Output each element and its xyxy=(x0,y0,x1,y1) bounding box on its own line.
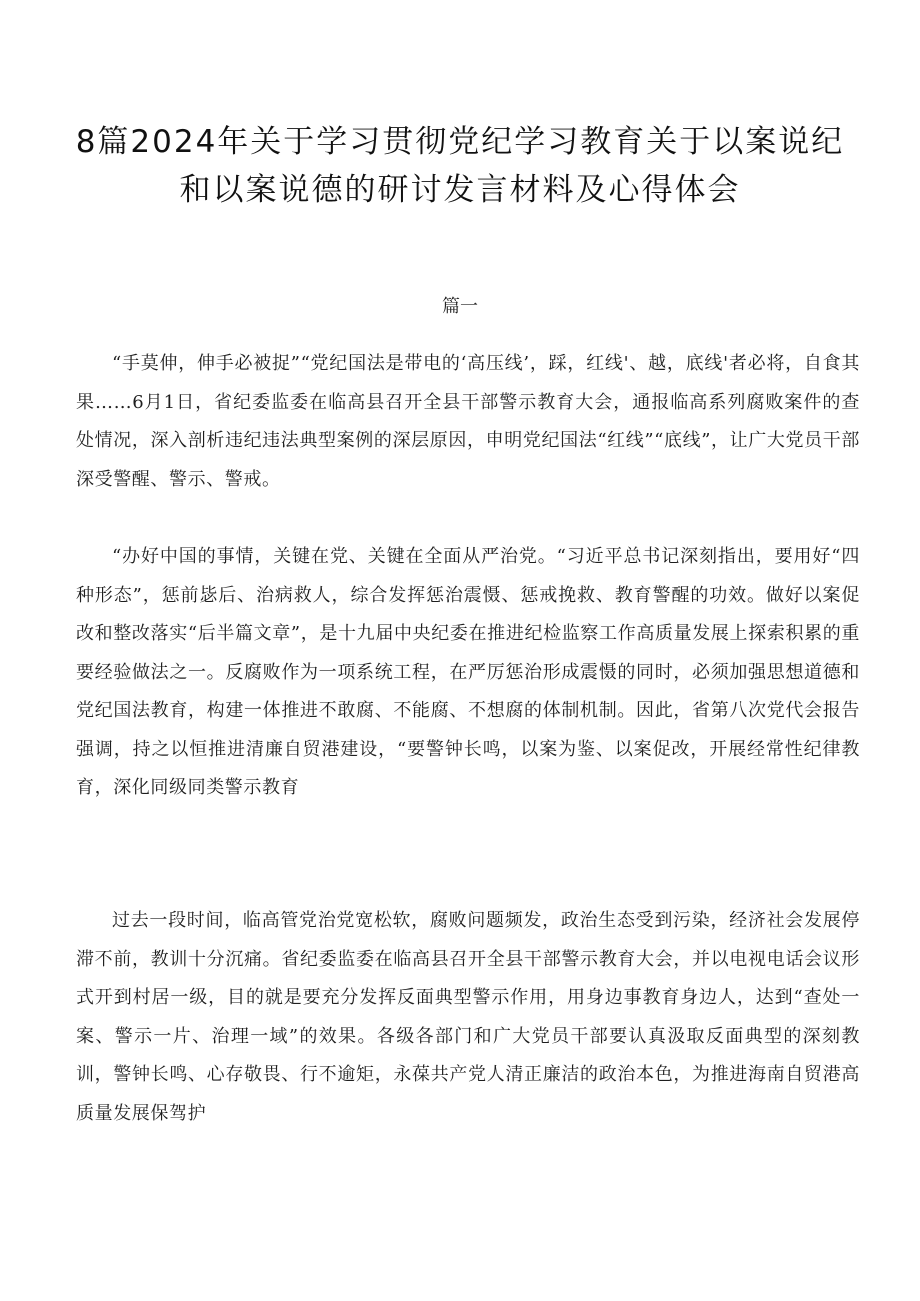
document-title: 8篇2024年关于学习贯彻党纪学习教育关于以案说纪和以案说德的研讨发言材料及心得体会 xyxy=(75,124,845,208)
paragraph-3: 过去一段时间，临高管党治党宽松软，腐败问题频发，政治生态受到污染，经济社会发展停滞不前，教训十分沉痛。省纪委监委在临高县召开全县干部警示教育大会，并以电视电话会议形式开到村居一级，目的就是要充分发挥反面典型警示作用，用身边事教育身边人，达到“查处一案、警示一片、治理一域”的效果。各级各部门和广大党员干部要认真汲取反面典型的深刻教训，警钟长鸣、心存敬畏、行不逾矩，永葆共产党人清正廉洁的政治本色，为推进海南自贸港高质量发展保驾护 xyxy=(76,910,860,1124)
section-heading: 篇一 xyxy=(442,296,478,317)
paragraph-1: “手莫伸，伸手必被捉”“党纪国法是带电的‘高压线’，踩，红线'、越，底线'者必将，自食其果……6月1日，省纪委监委在临高县召开全县干部警示教育大会，通报临高系列腐败案件的查处情况，深入剖析违纪违法典型案例的深层原因，申明党纪国法“红线”“底线”，让广大党员干部深受警醒、警示、警戒。 xyxy=(76,353,860,490)
paragraph-2: “办好中国的事情，关键在党、关键在全面从严治党。“习近平总书记深刻指出，要用好“四种形态”，惩前毖后、治病救人，综合发挥惩治震慑、惩戒挽救、教育警醒的功效。做好以案促改和整改落实“后半篇文章”，是十九届中央纪委在推进纪检监察工作高质量发展上探索积累的重要经验做法之一。反腐败作为一项系统工程，在严厉惩治形成震慑的同时，必须加强思想道德和党纪国法教育，构建一体推进不敢腐、不能腐、不想腐的体制机制。因此，省第八次党代会报告强调，持之以恒推进清廉自贸港建设，“要警钟长鸣，以案为鉴、以案促改，开展经常性纪律教育，深化同级同类警示教育 xyxy=(76,546,860,798)
